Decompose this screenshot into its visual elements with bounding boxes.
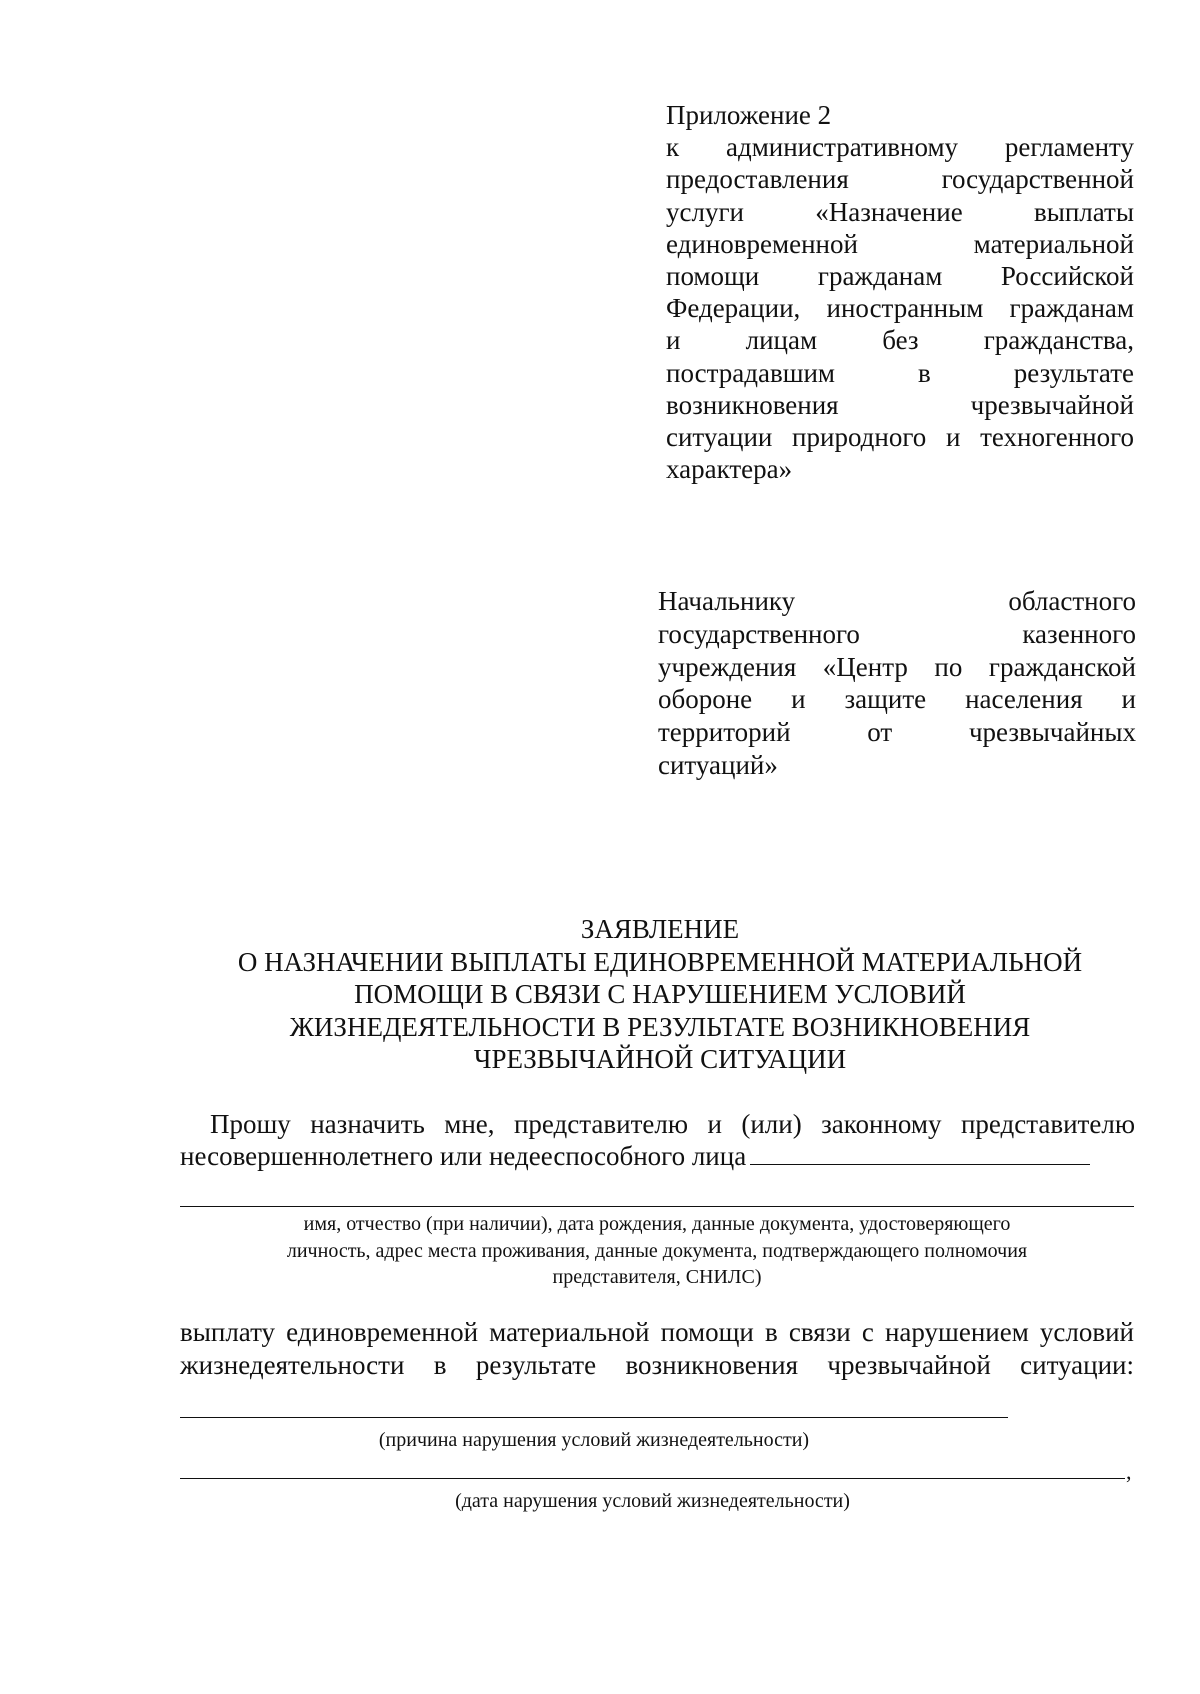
date-trailing-comma: , xyxy=(1126,1459,1132,1484)
title-line: ЧРЕЗВЫЧАЙНОЙ СИТУАЦИИ xyxy=(473,1044,847,1074)
date-caption: (дата нарушения условий жизнедеятельности) xyxy=(455,1490,850,1512)
appendix-line: предоставления государственной xyxy=(666,164,1134,195)
request-line-2 xyxy=(180,1140,1135,1172)
appendix-line: пострадавшим в результате xyxy=(666,357,1134,388)
date-fill-line[interactable] xyxy=(180,1478,1125,1479)
request-line-2-text: несовершеннолетнего или недееспособного лица xyxy=(180,1141,747,1171)
request-paragraph xyxy=(180,1108,1135,1172)
caption-line: представителя, СНИЛС) xyxy=(552,1266,762,1288)
appendix-line: возникновения чрезвычайной xyxy=(666,389,1134,420)
title-line: ЖИЗНЕДЕЯТЕЛЬНОСТИ В РЕЗУЛЬТАТЕ ВОЗНИКНОВЕНИЯ xyxy=(289,1011,1031,1042)
request-line-1: Прошу назначить мне, представителю и (или) законному представителю xyxy=(210,1109,1135,1139)
appendix-line: характера» xyxy=(666,454,793,485)
appendix-line: к административному регламенту xyxy=(666,132,1134,163)
caption-line: имя, отчество (при наличии), дата рождения, данные документа, удостоверяющего xyxy=(303,1213,1011,1235)
applicant-fill-line[interactable] xyxy=(750,1140,1090,1165)
payout-paragraph xyxy=(180,1316,1134,1382)
applicant-details-line[interactable] xyxy=(180,1206,1134,1207)
title-line: ПОМОЩИ В СВЯЗИ С НАРУШЕНИЕМ УСЛОВИЙ xyxy=(354,979,966,1009)
payout-line-1: выплату единовременной материальной помощи в связи с нарушением условий xyxy=(180,1317,1134,1347)
addressee-line: ситуаций» xyxy=(658,749,778,780)
appendix-header xyxy=(666,99,1134,485)
addressee-line: обороне и защите населения и xyxy=(658,684,1136,715)
applicant-caption xyxy=(180,1211,1134,1291)
appendix-line: и лицам без гражданства, xyxy=(666,325,1134,356)
addressee-line: государственного казенного xyxy=(658,618,1136,649)
caption-line: личность, адрес места проживания, данные документа, подтверждающего полномочия xyxy=(286,1239,1028,1262)
appendix-line: Федерации, иностранным гражданам xyxy=(666,293,1134,324)
addressee-line: учреждения «Центр по гражданской xyxy=(658,651,1136,682)
addressee-line: территорий от чрезвычайных xyxy=(658,717,1136,748)
title-line: ЗАЯВЛЕНИЕ xyxy=(580,914,740,944)
reason-caption: (причина нарушения условий жизнедеятельности) xyxy=(378,1429,810,1451)
appendix-line: единовременной материальной xyxy=(666,228,1134,259)
appendix-title: Приложение 2 xyxy=(666,100,832,130)
reason-fill-line[interactable] xyxy=(180,1417,1008,1418)
addressee-block xyxy=(658,585,1136,782)
payout-line-2: жизнедеятельности в результате возникновения чрезвычайной ситуации: xyxy=(180,1350,1134,1380)
title-line: О НАЗНАЧЕНИИ ВЫПЛАТЫ ЕДИНОВРЕМЕННОЙ МАТЕРИАЛЬНОЙ xyxy=(237,946,1083,977)
document-title xyxy=(150,913,1170,1076)
appendix-line: услуги «Назначение выплаты xyxy=(666,196,1134,227)
addressee-line: Начальнику областного xyxy=(658,586,1136,616)
appendix-line: ситуации природного и техногенного xyxy=(666,422,1134,453)
appendix-line: помощи гражданам Российской xyxy=(666,261,1134,292)
